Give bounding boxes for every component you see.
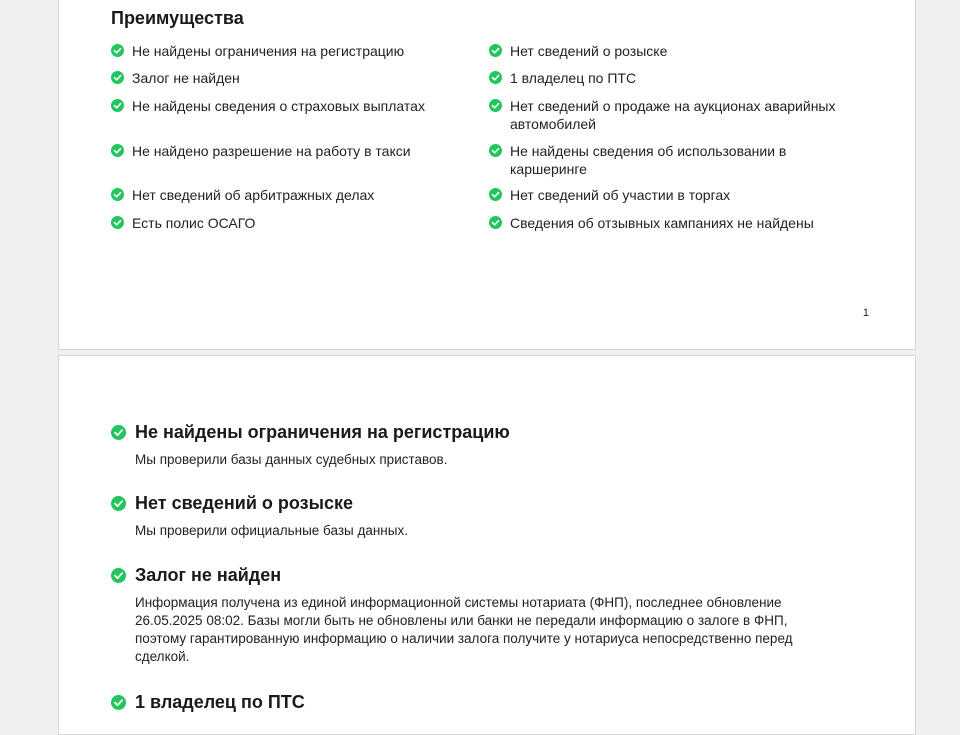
detail-description: Мы проверили официальные базы данных.	[135, 523, 408, 538]
advantage-text: Не найдены сведения об использовании в каршеринге	[510, 143, 787, 177]
detail-description: Информация получена из единой информационной системы нотариата (ФНП), последнее обновление 26.05.2025 08:02. Базы могли быть не обновлены или банки не передали информацию о залоге в ФНП, поэтому гарантированную информацию о наличии залога получите у нотариуса непосредственно перед сделкой.	[135, 595, 793, 664]
check-circle-icon	[111, 425, 126, 440]
check-circle-icon	[489, 99, 502, 112]
detail-section	[111, 493, 831, 540]
check-circle-icon	[111, 216, 124, 229]
advantage-item	[489, 42, 849, 60]
advantage-item	[111, 42, 471, 60]
advantage-text: Нет сведений об участии в торгах	[510, 187, 731, 203]
advantage-item	[489, 186, 849, 204]
advantage-item	[111, 97, 471, 115]
advantage-item	[111, 142, 471, 160]
detail-title: 1 владелец по ПТС	[135, 692, 305, 712]
check-circle-icon	[111, 188, 124, 201]
check-circle-icon	[111, 99, 124, 112]
check-circle-icon	[489, 216, 502, 229]
check-circle-icon	[489, 44, 502, 57]
check-circle-icon	[111, 568, 126, 583]
detail-section	[111, 692, 831, 713]
advantage-item	[489, 97, 849, 133]
advantage-text: Сведения об отзывных кампаниях не найдены	[510, 215, 814, 231]
advantage-text: Нет сведений о продаже на аукционах аварийных автомобилей	[510, 98, 836, 132]
detail-title: Не найдены ограничения на регистрацию	[135, 422, 510, 442]
advantage-text: Не найдены сведения о страховых выплатах	[132, 98, 425, 114]
advantage-item	[489, 214, 849, 232]
advantage-item	[489, 142, 849, 178]
check-circle-icon	[111, 695, 126, 710]
advantage-text: Не найдены ограничения на регистрацию	[132, 43, 405, 59]
advantage-text: Нет сведений о розыске	[510, 43, 668, 59]
detail-title: Залог не найден	[135, 565, 282, 585]
advantage-text: Нет сведений об арбитражных делах	[132, 187, 375, 203]
advantage-text: Есть полис ОСАГО	[132, 215, 256, 231]
advantage-text: 1 владелец по ПТС	[510, 70, 637, 86]
report-page-1	[58, 0, 916, 350]
advantage-item	[111, 186, 471, 204]
page-number: 1	[862, 307, 869, 319]
advantage-item	[111, 214, 471, 232]
check-circle-icon	[111, 44, 124, 57]
detail-section	[111, 565, 831, 666]
check-circle-icon	[489, 71, 502, 84]
check-circle-icon	[489, 188, 502, 201]
check-circle-icon	[111, 144, 124, 157]
detail-description: Мы проверили базы данных судебных приставов.	[135, 452, 448, 467]
advantages-heading: Преимущества	[111, 8, 244, 28]
advantage-item	[489, 69, 849, 87]
check-circle-icon	[111, 496, 126, 511]
advantage-text: Залог не найден	[132, 70, 240, 86]
detail-section	[111, 422, 831, 469]
advantage-text: Не найдено разрешение на работу в такси	[132, 143, 411, 159]
detail-title: Нет сведений о розыске	[135, 493, 353, 513]
check-circle-icon	[489, 144, 502, 157]
advantage-item	[111, 69, 471, 87]
report-page-2	[58, 355, 916, 735]
check-circle-icon	[111, 71, 124, 84]
